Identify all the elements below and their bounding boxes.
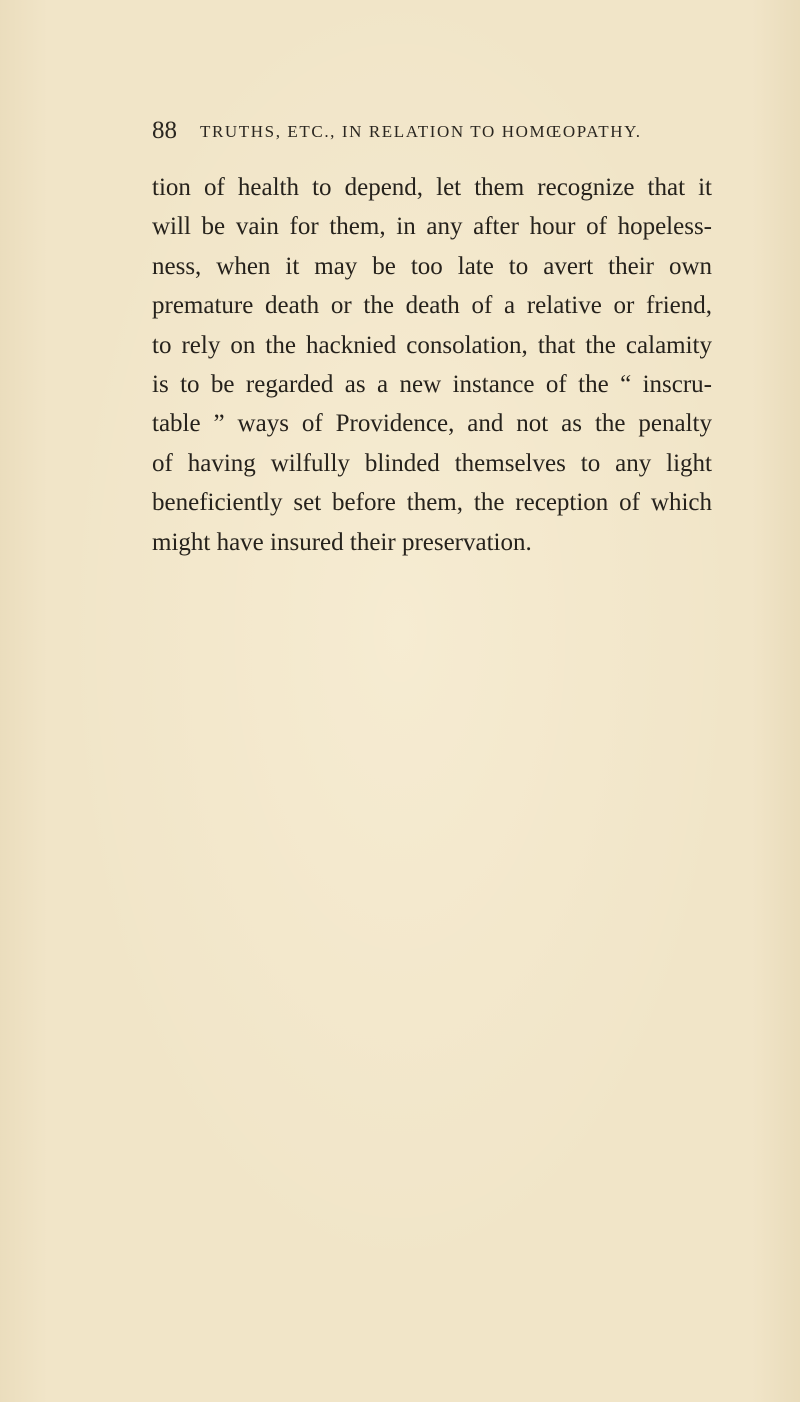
body-paragraph	[152, 168, 712, 562]
text-line: will be vain for them, in any after hour of hopeless-	[152, 213, 712, 241]
text-line: might have insured their preservation.	[152, 528, 532, 556]
text-line: of having wilfully blinded themselves to any light	[152, 449, 712, 477]
page-number: 88	[152, 117, 177, 144]
text-line: to rely on the hacknied consolation, that the calamity	[152, 331, 712, 359]
text-line: is to be regarded as a new instance of the “ inscru-	[152, 370, 712, 398]
text-line: beneficiently set before them, the reception of which	[152, 489, 712, 517]
running-head-title: TRUTHS, ETC., IN RELATION TO HOMŒOPATHY.	[200, 122, 642, 141]
running-head	[152, 117, 712, 145]
text-line: premature death or the death of a relative or friend,	[152, 292, 712, 320]
text-line: tion of health to depend, let them recognize that it	[152, 174, 712, 201]
text-line: table ” ways of Providence, and not as the penalty	[152, 410, 712, 438]
text-line: ness, when it may be too late to avert their own	[152, 252, 712, 280]
